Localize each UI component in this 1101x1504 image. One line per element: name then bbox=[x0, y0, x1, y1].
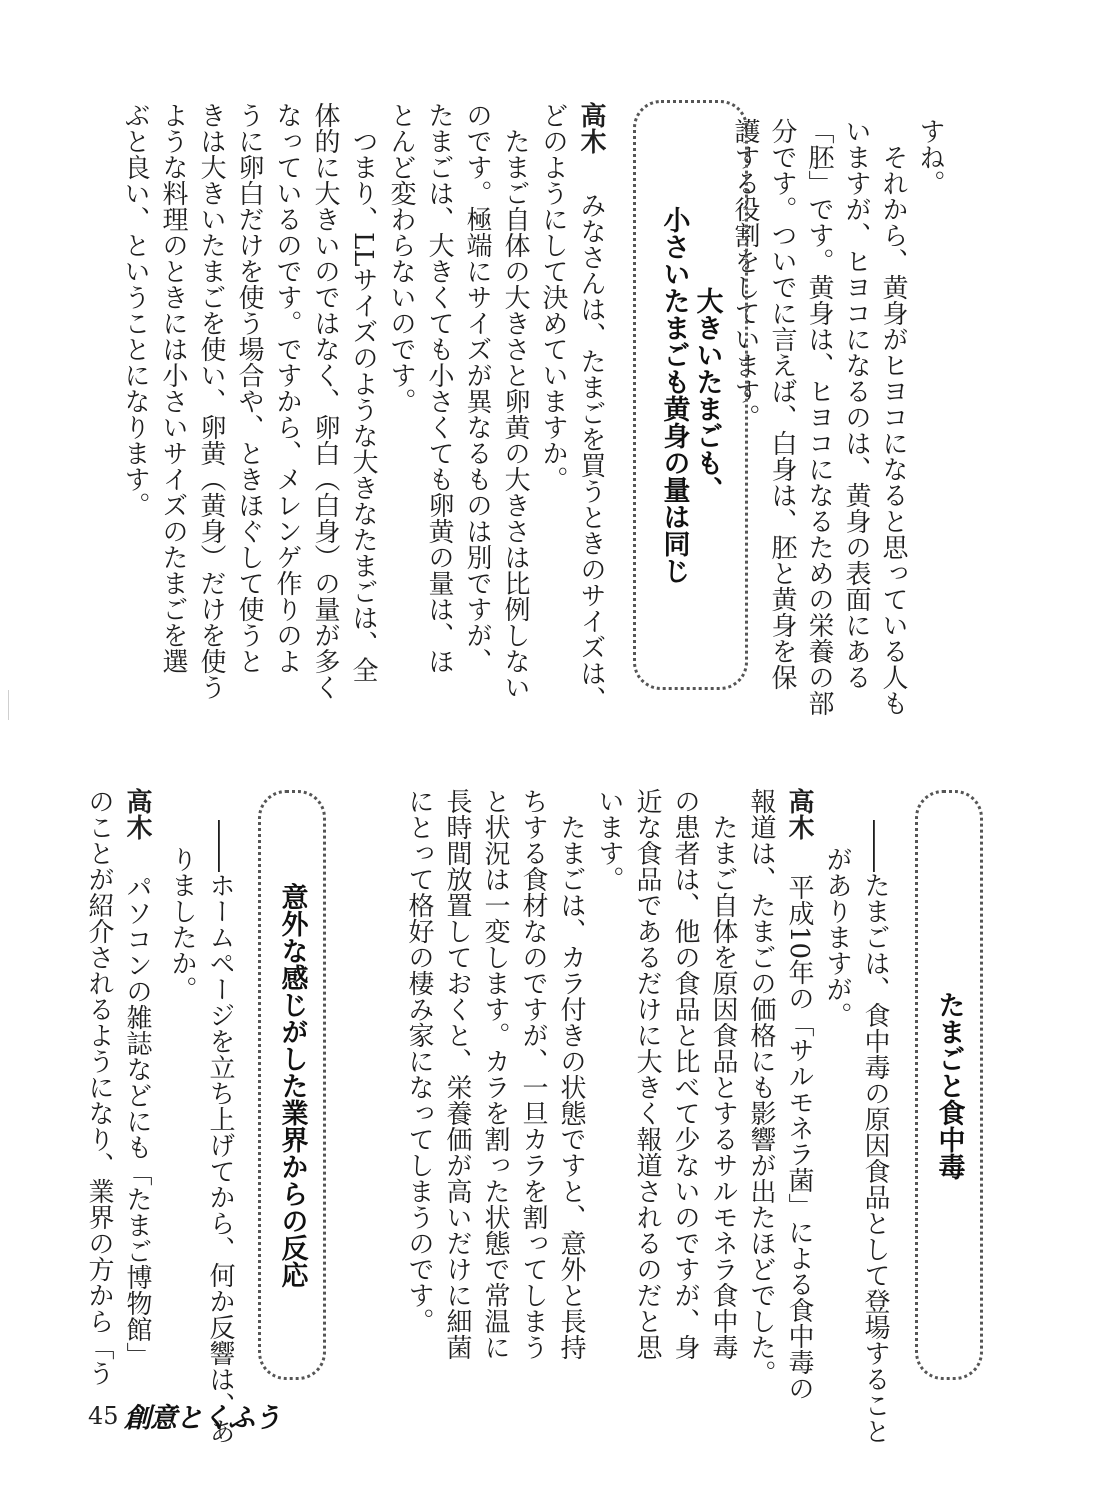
upper-text-c: いますが、ヒヨコになるのは、黄身の表面にある bbox=[841, 118, 871, 690]
lower-answer-6: います。 bbox=[594, 788, 624, 892]
heading-industry-reaction bbox=[258, 790, 326, 1380]
lower-answer-3: たまご自体を原因食品とするサルモネラ食中毒 bbox=[708, 788, 738, 1360]
lower-answer-7: たまごは、カラ付きの状態ですと、意外と長持 bbox=[556, 788, 586, 1360]
lower-answer-2: 報道は、たまごの価格にも影響が出たほどでした。 bbox=[746, 788, 776, 1386]
heading-food-poisoning bbox=[915, 790, 983, 1380]
upper-answer-12: ような料理のときには小さいサイズのたまごを選 bbox=[158, 102, 188, 674]
lower-answer-8: ちする食材なのですが、一旦カラを割ってしまう bbox=[518, 788, 548, 1360]
speaker-takagi-lower-2: 高木 bbox=[122, 788, 152, 840]
question-food-poisoning-2: がありますが。 bbox=[822, 820, 852, 1028]
magazine-logo: 創意とくふう bbox=[124, 1403, 280, 1434]
upper-answer-13: ぶと良い、ということになります。 bbox=[120, 102, 150, 518]
upper-answer-11: きは大きいたまごを使い、卵黄（黄身）だけを使う bbox=[196, 102, 226, 700]
lower-answer-11: にとって格好の棲み家になってしまうのです。 bbox=[404, 788, 434, 1334]
speaker-takagi-upper: 高木 bbox=[576, 102, 606, 154]
upper-answer-1: みなさんは、たまごを買うときのサイズは、 bbox=[576, 166, 606, 712]
question-food-poisoning-1: ――たまごは、食中毒の原因食品として登場すること bbox=[860, 820, 890, 1444]
upper-text-d: 「胚」です。黄身は、ヒヨコになるための栄養の部 bbox=[804, 118, 834, 716]
lower-answer-5: 近な食品であるだけに大きく報道されるのだと思 bbox=[632, 788, 662, 1360]
lower-answer2-1: パソコンの雑誌などにも「たまご博物館」 bbox=[122, 848, 152, 1368]
upper-answer-5: たまごは、大きくても小さくても卵黄の量は、ほ bbox=[424, 102, 454, 674]
lower-answer-10: 長時間放置しておくと、栄養価が高いだけに細菌 bbox=[442, 788, 472, 1360]
lower-answer-4: の患者は、他の食品と比べて少ないのですが、身 bbox=[670, 788, 700, 1360]
upper-answer-4: のです。極端にサイズが異なるものは別ですが、 bbox=[462, 102, 492, 674]
upper-answer-9: なっているのです。ですから、メレンゲ作りのよ bbox=[272, 102, 302, 674]
upper-answer-3: たまご自体の大きさと卵黄の大きさは比例しない bbox=[500, 102, 530, 700]
lower-answer-9: と状況は一変します。カラを割った状態で常温に bbox=[480, 788, 510, 1360]
heading-egg-size bbox=[633, 100, 748, 690]
upper-answer-10: うに卵白だけを使う場合や、ときほぐして使うと bbox=[234, 102, 264, 674]
lower-answer2-2: のことが紹介されるようになり、業界の方から「う bbox=[84, 788, 114, 1386]
upper-text-b: それから、黄身がヒヨコになると思っている人も bbox=[878, 118, 908, 716]
question-homepage-1: ――ホームページを立ち上げてから、何か反響は、あ bbox=[205, 820, 235, 1444]
page-number: 45 bbox=[88, 1402, 119, 1430]
upper-text-f: 護する役割をしています。 bbox=[730, 118, 760, 430]
upper-text-a: すね。 bbox=[915, 118, 945, 196]
upper-text-e: 分です。ついでに言えば、白身は、胚と黄身を保 bbox=[767, 118, 797, 690]
heading-industry-reaction-line: 意外な感じがした業界からの反応 bbox=[276, 882, 308, 1288]
upper-answer-6: とんど変わらないのです。 bbox=[386, 102, 416, 414]
question-homepage-2: りましたか。 bbox=[167, 820, 197, 1002]
upper-answer-7: つまり、LLサイズのような大きなたまごは、全 bbox=[348, 102, 378, 683]
heading-egg-size-line-1: 大きいたまごも、 bbox=[691, 287, 723, 503]
heading-egg-size-line-2: 小さいたまごも黄身の量は同じ bbox=[658, 206, 690, 584]
left-edge-mark bbox=[8, 690, 9, 720]
upper-answer-8: 体的に大きいのではなく、卵白（白身）の量が多く bbox=[310, 102, 340, 700]
upper-answer-2: どのようにして決めていますか。 bbox=[538, 102, 568, 492]
lower-answer-1: 平成10年の「サルモネラ菌」による食中毒の bbox=[784, 848, 814, 1402]
heading-food-poisoning-line: たまごと食中毒 bbox=[933, 990, 965, 1180]
speaker-takagi-lower: 高木 bbox=[784, 788, 814, 840]
